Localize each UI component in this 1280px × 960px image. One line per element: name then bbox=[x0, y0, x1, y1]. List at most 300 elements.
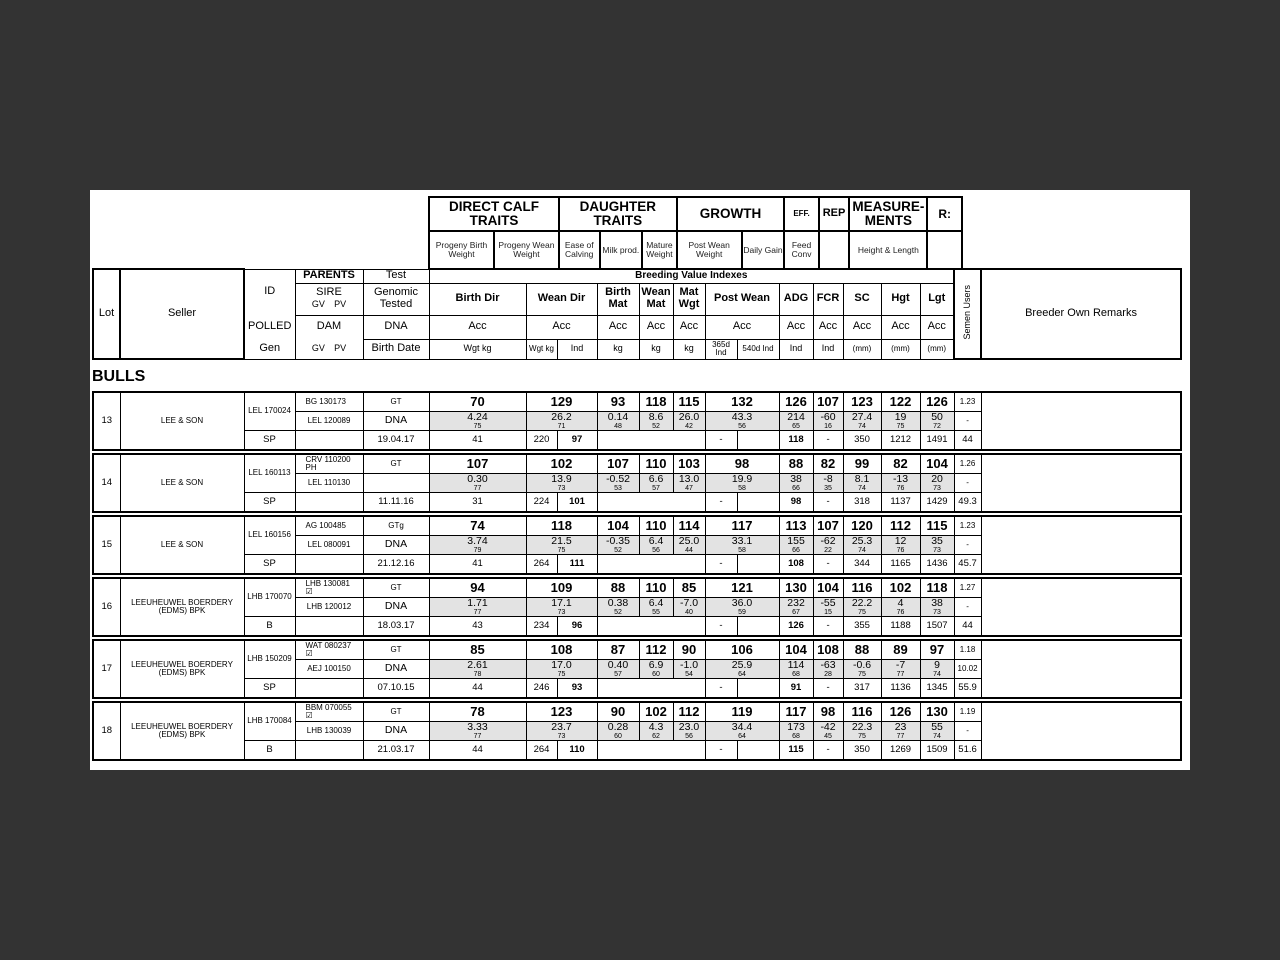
unit-540d: 540d Ind bbox=[737, 339, 779, 359]
trait-post-wean: Post Wean bbox=[705, 283, 779, 315]
trait-value-cell bbox=[843, 474, 881, 493]
trait-value-cell bbox=[526, 660, 597, 679]
ebv-value: 110 bbox=[639, 578, 673, 598]
trait-value: 6.9 bbox=[648, 659, 664, 672]
trait-value-cell bbox=[429, 536, 526, 555]
trait-sc: SC bbox=[843, 283, 881, 315]
acc-birth-dir: Acc bbox=[429, 315, 526, 339]
accuracy-value: 74 bbox=[858, 422, 866, 430]
accuracy-value: 73 bbox=[557, 484, 566, 492]
dna-status: DNA bbox=[363, 412, 429, 431]
unit-wean-ind: Ind bbox=[557, 339, 597, 359]
trait-value: 0.14 bbox=[607, 411, 629, 424]
lot-number: 16 bbox=[93, 578, 120, 636]
trait-value: 173 bbox=[787, 721, 805, 734]
accuracy-value: 59 bbox=[738, 608, 746, 616]
accuracy-value: 66 bbox=[792, 484, 800, 492]
trait-value-cell bbox=[920, 722, 954, 741]
trait-value-cell bbox=[813, 474, 843, 493]
trait-value-cell bbox=[526, 598, 597, 617]
trait-value-cell bbox=[639, 412, 673, 431]
trait-value-cell bbox=[673, 660, 705, 679]
trait-value: 6.6 bbox=[648, 473, 664, 486]
ebv-value: 117 bbox=[779, 702, 813, 722]
ebv-value: 110 bbox=[639, 516, 673, 536]
r-value-2: - bbox=[954, 474, 981, 493]
ebv-value: 82 bbox=[813, 454, 843, 474]
mat-blank bbox=[597, 555, 705, 575]
sub-daily-gain: Daily Gain bbox=[742, 231, 785, 269]
dam-id: LEL 080091 bbox=[295, 536, 363, 555]
trait-value: 2.61 bbox=[467, 659, 488, 672]
trait-birth-dir: Birth Dir bbox=[429, 283, 526, 315]
trait-value-cell bbox=[843, 598, 881, 617]
trait-value-cell bbox=[705, 660, 779, 679]
adg-index: 108 bbox=[779, 555, 813, 575]
accuracy-value: 76 bbox=[896, 546, 905, 554]
trait-value-cell bbox=[881, 412, 920, 431]
wean-index: 110 bbox=[557, 741, 597, 761]
header-lot: Lot bbox=[93, 269, 120, 359]
accuracy-value: 76 bbox=[896, 608, 905, 616]
r-value-1: 1.18 bbox=[954, 640, 981, 660]
fcr-index: - bbox=[813, 741, 843, 761]
trait-fcr: FCR bbox=[813, 283, 843, 315]
unit-birth-mat: kg bbox=[597, 339, 639, 359]
wean-weight: 246 bbox=[526, 679, 557, 699]
dam-gv-pv bbox=[295, 493, 363, 513]
accuracy-value: 58 bbox=[738, 484, 746, 492]
trait-value-cell bbox=[779, 536, 813, 555]
ebv-value: 115 bbox=[920, 516, 954, 536]
sub-r bbox=[927, 231, 962, 269]
unit-mat-wgt: kg bbox=[673, 339, 705, 359]
r-value-1: 1.19 bbox=[954, 702, 981, 722]
birth-weight: 44 bbox=[429, 679, 526, 699]
ebv-value: 130 bbox=[920, 702, 954, 722]
ebv-value: 129 bbox=[526, 392, 597, 412]
trait-value-cell bbox=[429, 660, 526, 679]
accuracy-value: 45 bbox=[824, 732, 832, 740]
post-wean-365: - bbox=[705, 617, 737, 637]
category-daughter: DAUGHTER TRAITS bbox=[559, 197, 677, 231]
r-value-3: 55.9 bbox=[954, 679, 981, 699]
sc-measure: 350 bbox=[843, 431, 881, 451]
trait-value-cell bbox=[813, 722, 843, 741]
birth-weight: 44 bbox=[429, 741, 526, 761]
animal-id: LEL 160156 bbox=[244, 516, 295, 555]
sire-mark: ☑ bbox=[305, 711, 313, 720]
trait-value-cell bbox=[920, 598, 954, 617]
trait-value: 19.9 bbox=[731, 473, 753, 486]
r-value-2: - bbox=[954, 722, 981, 741]
ebv-value: 116 bbox=[843, 702, 881, 722]
ebv-value: 104 bbox=[779, 640, 813, 660]
adg-index: 98 bbox=[779, 493, 813, 513]
animal-id: LHB 170084 bbox=[244, 702, 295, 741]
r-value-3: 49.3 bbox=[954, 493, 981, 513]
trait-value-cell bbox=[673, 598, 705, 617]
ebv-value: 97 bbox=[920, 640, 954, 660]
header-sire: SIRE bbox=[316, 286, 342, 299]
wean-index: 111 bbox=[557, 555, 597, 575]
trait-value: -1.0 bbox=[679, 659, 699, 672]
trait-value: -63 bbox=[820, 659, 836, 672]
accuracy-value: 40 bbox=[685, 608, 693, 616]
seller-name: LEE & SON bbox=[120, 392, 244, 450]
trait-value: 25.9 bbox=[731, 659, 753, 672]
seller-name: LEEUHEUWEL BOERDERY (EDMS) BPK bbox=[120, 640, 244, 698]
test-type: GT bbox=[363, 454, 429, 474]
trait-value: 6.4 bbox=[648, 597, 664, 610]
dam-id: LEL 120089 bbox=[295, 412, 363, 431]
ebv-value: 108 bbox=[526, 640, 597, 660]
trait-value-cell bbox=[920, 660, 954, 679]
mat-blank bbox=[597, 431, 705, 451]
trait-value-cell bbox=[429, 722, 526, 741]
post-wean-540 bbox=[737, 431, 779, 451]
header-birth-date: Birth Date bbox=[363, 339, 429, 359]
trait-value: 22.3 bbox=[851, 721, 873, 734]
ebv-value: 126 bbox=[881, 702, 920, 722]
trait-value-cell bbox=[705, 474, 779, 493]
trait-value-cell bbox=[673, 474, 705, 493]
trait-value-cell bbox=[597, 598, 639, 617]
accuracy-value: 75 bbox=[858, 608, 866, 616]
trait-value-cell bbox=[881, 474, 920, 493]
trait-value: 8.6 bbox=[648, 411, 664, 424]
trait-value-cell bbox=[813, 660, 843, 679]
acc-fcr: Acc bbox=[813, 315, 843, 339]
sc-measure: 355 bbox=[843, 617, 881, 637]
header-test: Test bbox=[363, 269, 429, 283]
dam-gv-pv bbox=[295, 555, 363, 575]
accuracy-value: 57 bbox=[652, 484, 660, 492]
trait-value: 22.2 bbox=[851, 597, 873, 610]
trait-value-cell bbox=[597, 536, 639, 555]
accuracy-value: 75 bbox=[858, 670, 866, 678]
birth-weight: 31 bbox=[429, 493, 526, 513]
birth-weight: 41 bbox=[429, 431, 526, 451]
ebv-value: 78 bbox=[429, 702, 526, 722]
generation: SP bbox=[244, 555, 295, 575]
trait-value: 232 bbox=[787, 597, 805, 610]
trait-value: 0.30 bbox=[467, 473, 488, 486]
trait-value: 25.0 bbox=[678, 535, 700, 548]
r-value-2: - bbox=[954, 536, 981, 555]
sire-mark: PH bbox=[305, 463, 317, 472]
ebv-value: 120 bbox=[843, 516, 881, 536]
trait-value-cell bbox=[813, 598, 843, 617]
ebv-value: 115 bbox=[673, 392, 705, 412]
trait-value-cell bbox=[526, 474, 597, 493]
test-type: GT bbox=[363, 640, 429, 660]
trait-value-cell bbox=[526, 412, 597, 431]
dam-gv-pv bbox=[295, 741, 363, 761]
length-measure: 1491 bbox=[920, 431, 954, 451]
accuracy-value: 42 bbox=[685, 422, 693, 430]
trait-value: 214 bbox=[787, 411, 805, 424]
trait-value: 23.7 bbox=[551, 721, 572, 734]
sub-post-wean: Post Wean Weight bbox=[677, 231, 742, 269]
accuracy-value: 77 bbox=[473, 608, 482, 616]
trait-value-cell bbox=[526, 722, 597, 741]
dna-status: DNA bbox=[363, 598, 429, 617]
acc-lgt: Acc bbox=[920, 315, 954, 339]
trait-value: 38 bbox=[931, 597, 943, 610]
dna-status bbox=[363, 474, 429, 493]
category-direct-calf: DIRECT CALF TRAITS bbox=[429, 197, 559, 231]
fcr-index: - bbox=[813, 493, 843, 513]
trait-value: -0.52 bbox=[606, 473, 630, 486]
trait-value-cell bbox=[673, 412, 705, 431]
accuracy-value: 54 bbox=[685, 670, 693, 678]
height-measure: 1136 bbox=[881, 679, 920, 699]
trait-value-cell bbox=[779, 474, 813, 493]
trait-value: 6.4 bbox=[648, 535, 664, 548]
post-wean-540 bbox=[737, 493, 779, 513]
trait-value: 27.4 bbox=[851, 411, 873, 424]
sire-id: CRV 110200 bbox=[305, 454, 351, 464]
accuracy-value: 73 bbox=[933, 608, 941, 616]
trait-birth-mat: Birth Mat bbox=[597, 283, 639, 315]
r-value-1: 1.27 bbox=[954, 578, 981, 598]
trait-value-cell bbox=[881, 536, 920, 555]
trait-mat-wgt: Mat Wgt bbox=[673, 283, 705, 315]
r-value-2: - bbox=[954, 412, 981, 431]
trait-value-cell bbox=[597, 474, 639, 493]
trait-value-cell bbox=[639, 660, 673, 679]
trait-value-cell bbox=[881, 722, 920, 741]
birth-weight: 41 bbox=[429, 555, 526, 575]
header-parents: PARENTS bbox=[295, 269, 363, 283]
lot-number: 18 bbox=[93, 702, 120, 760]
accuracy-value: 53 bbox=[614, 484, 622, 492]
accuracy-value: 71 bbox=[557, 422, 566, 430]
semen-users-cell bbox=[981, 454, 1181, 512]
section-title: BULLS bbox=[92, 368, 146, 385]
trait-value: 3.33 bbox=[467, 721, 488, 734]
trait-value-cell bbox=[705, 722, 779, 741]
ebv-value: 90 bbox=[597, 702, 639, 722]
sire-cell bbox=[295, 392, 363, 412]
trait-value: 19 bbox=[894, 411, 907, 424]
trait-value: 4.24 bbox=[467, 411, 488, 424]
trait-value: -60 bbox=[820, 411, 836, 424]
generation: B bbox=[244, 741, 295, 761]
header-sire-gv: GV bbox=[311, 299, 325, 309]
mat-blank bbox=[597, 741, 705, 761]
post-wean-365: - bbox=[705, 741, 737, 761]
trait-value: 0.28 bbox=[607, 721, 629, 734]
ebv-value: 87 bbox=[597, 640, 639, 660]
accuracy-value: 57 bbox=[614, 670, 622, 678]
trait-value-cell bbox=[597, 660, 639, 679]
generation: B bbox=[244, 617, 295, 637]
header-semen-users: Semen Users bbox=[961, 284, 972, 340]
ebv-value: 102 bbox=[881, 578, 920, 598]
trait-value-cell bbox=[843, 660, 881, 679]
sub-progeny-wean: Progeny Wean Weight bbox=[494, 231, 559, 269]
unit-365d: 365d Ind bbox=[705, 339, 737, 359]
trait-value: 4 bbox=[897, 597, 904, 610]
dna-status: DNA bbox=[363, 722, 429, 741]
ebv-value: 104 bbox=[813, 578, 843, 598]
column-header bbox=[92, 268, 1182, 360]
trait-value-cell bbox=[429, 412, 526, 431]
trait-value: 38 bbox=[790, 473, 802, 486]
trait-value: 12 bbox=[894, 535, 907, 548]
trait-value: 23 bbox=[894, 721, 907, 734]
trait-value-cell bbox=[526, 536, 597, 555]
trait-value-cell bbox=[779, 722, 813, 741]
length-measure: 1507 bbox=[920, 617, 954, 637]
trait-value: 0.40 bbox=[607, 659, 629, 672]
animal-row bbox=[92, 701, 1182, 761]
trait-value-cell bbox=[813, 412, 843, 431]
accuracy-value: 77 bbox=[473, 484, 482, 492]
accuracy-value: 28 bbox=[824, 670, 832, 678]
post-wean-365: - bbox=[705, 493, 737, 513]
ebv-value: 121 bbox=[705, 578, 779, 598]
acc-adg: Acc bbox=[779, 315, 813, 339]
ebv-value: 104 bbox=[597, 516, 639, 536]
trait-value-cell bbox=[920, 412, 954, 431]
sire-id: WAT 080237 bbox=[305, 640, 352, 650]
trait-value-cell bbox=[639, 598, 673, 617]
animal-row bbox=[92, 577, 1182, 637]
accuracy-value: 56 bbox=[738, 422, 746, 430]
header-dna: DNA bbox=[363, 315, 429, 339]
trait-value: -7 bbox=[895, 659, 906, 672]
sc-measure: 317 bbox=[843, 679, 881, 699]
accuracy-value: 73 bbox=[933, 546, 941, 554]
accuracy-value: 77 bbox=[896, 670, 905, 678]
ebv-value: 88 bbox=[779, 454, 813, 474]
length-measure: 1509 bbox=[920, 741, 954, 761]
dam-gv-pv bbox=[295, 679, 363, 699]
lot-number: 13 bbox=[93, 392, 120, 450]
fcr-index: - bbox=[813, 555, 843, 575]
accuracy-value: 74 bbox=[933, 670, 941, 678]
post-wean-540 bbox=[737, 741, 779, 761]
adg-index: 126 bbox=[779, 617, 813, 637]
sub-height-length: Height & Length bbox=[849, 231, 927, 269]
ebv-value: 85 bbox=[673, 578, 705, 598]
dam-gv-pv bbox=[295, 431, 363, 451]
post-wean-540 bbox=[737, 555, 779, 575]
trait-value: 1.71 bbox=[467, 597, 488, 610]
unit-wean-mat: kg bbox=[639, 339, 673, 359]
wean-weight: 224 bbox=[526, 493, 557, 513]
trait-value: 34.4 bbox=[731, 721, 753, 734]
sire-cell bbox=[295, 454, 363, 474]
animal-id: LHB 170070 bbox=[244, 578, 295, 617]
trait-value: 20 bbox=[931, 473, 943, 486]
ebv-value: 110 bbox=[639, 454, 673, 474]
acc-post-wean: Acc bbox=[705, 315, 779, 339]
length-measure: 1436 bbox=[920, 555, 954, 575]
trait-value: 55 bbox=[931, 721, 943, 734]
ebv-value: 130 bbox=[779, 578, 813, 598]
accuracy-value: 52 bbox=[614, 546, 622, 554]
header-id: ID bbox=[244, 269, 295, 315]
birth-date: 18.03.17 bbox=[363, 617, 429, 637]
trait-value-cell bbox=[705, 412, 779, 431]
ebv-value: 118 bbox=[639, 392, 673, 412]
animal-row bbox=[92, 453, 1182, 513]
post-wean-365: - bbox=[705, 679, 737, 699]
ebv-value: 118 bbox=[526, 516, 597, 536]
accuracy-value: 75 bbox=[473, 422, 482, 430]
header-bvi: Breeding Value Indexes bbox=[429, 269, 954, 283]
mat-blank bbox=[597, 679, 705, 699]
ebv-value: 98 bbox=[705, 454, 779, 474]
wean-index: 97 bbox=[557, 431, 597, 451]
lot-number: 15 bbox=[93, 516, 120, 574]
category-growth: GROWTH bbox=[677, 197, 785, 231]
accuracy-value: 64 bbox=[738, 670, 746, 678]
test-type: GTg bbox=[363, 516, 429, 536]
trait-value-cell bbox=[639, 722, 673, 741]
height-measure: 1269 bbox=[881, 741, 920, 761]
trait-value: 36.0 bbox=[731, 597, 753, 610]
accuracy-value: 77 bbox=[896, 732, 905, 740]
acc-birth-mat: Acc bbox=[597, 315, 639, 339]
accuracy-value: 55 bbox=[652, 608, 660, 616]
ebv-value: 109 bbox=[526, 578, 597, 598]
unit-adg: Ind bbox=[779, 339, 813, 359]
sire-id: LHB 130081 bbox=[305, 578, 350, 588]
height-measure: 1137 bbox=[881, 493, 920, 513]
length-measure: 1429 bbox=[920, 493, 954, 513]
accuracy-value: 75 bbox=[896, 422, 905, 430]
post-wean-365: - bbox=[705, 555, 737, 575]
birth-date: 19.04.17 bbox=[363, 431, 429, 451]
sub-mature-weight: Mature Weight bbox=[642, 231, 677, 269]
accuracy-value: 68 bbox=[792, 732, 800, 740]
dna-status: DNA bbox=[363, 660, 429, 679]
r-value-1: 1.23 bbox=[954, 392, 981, 412]
ebv-value: 88 bbox=[597, 578, 639, 598]
ebv-value: 106 bbox=[705, 640, 779, 660]
trait-value-cell bbox=[813, 536, 843, 555]
unit-hgt: (mm) bbox=[881, 339, 920, 359]
r-value-3: 44 bbox=[954, 617, 981, 637]
trait-value-cell bbox=[597, 722, 639, 741]
generation: SP bbox=[244, 493, 295, 513]
wean-weight: 220 bbox=[526, 431, 557, 451]
accuracy-value: 65 bbox=[792, 422, 800, 430]
lot-number: 17 bbox=[93, 640, 120, 698]
accuracy-value: 73 bbox=[557, 608, 566, 616]
trait-value-cell bbox=[779, 598, 813, 617]
category-measurements: MEASURE-MENTS bbox=[849, 197, 927, 231]
r-value-1: 1.26 bbox=[954, 454, 981, 474]
header-dam: DAM bbox=[295, 315, 363, 339]
accuracy-value: 47 bbox=[685, 484, 693, 492]
ebv-value: 74 bbox=[429, 516, 526, 536]
sc-measure: 350 bbox=[843, 741, 881, 761]
test-type: GT bbox=[363, 578, 429, 598]
height-measure: 1188 bbox=[881, 617, 920, 637]
trait-hgt: Hgt bbox=[881, 283, 920, 315]
trait-value-cell bbox=[881, 660, 920, 679]
accuracy-value: 64 bbox=[738, 732, 746, 740]
unit-sc: (mm) bbox=[843, 339, 881, 359]
height-measure: 1165 bbox=[881, 555, 920, 575]
acc-sc: Acc bbox=[843, 315, 881, 339]
